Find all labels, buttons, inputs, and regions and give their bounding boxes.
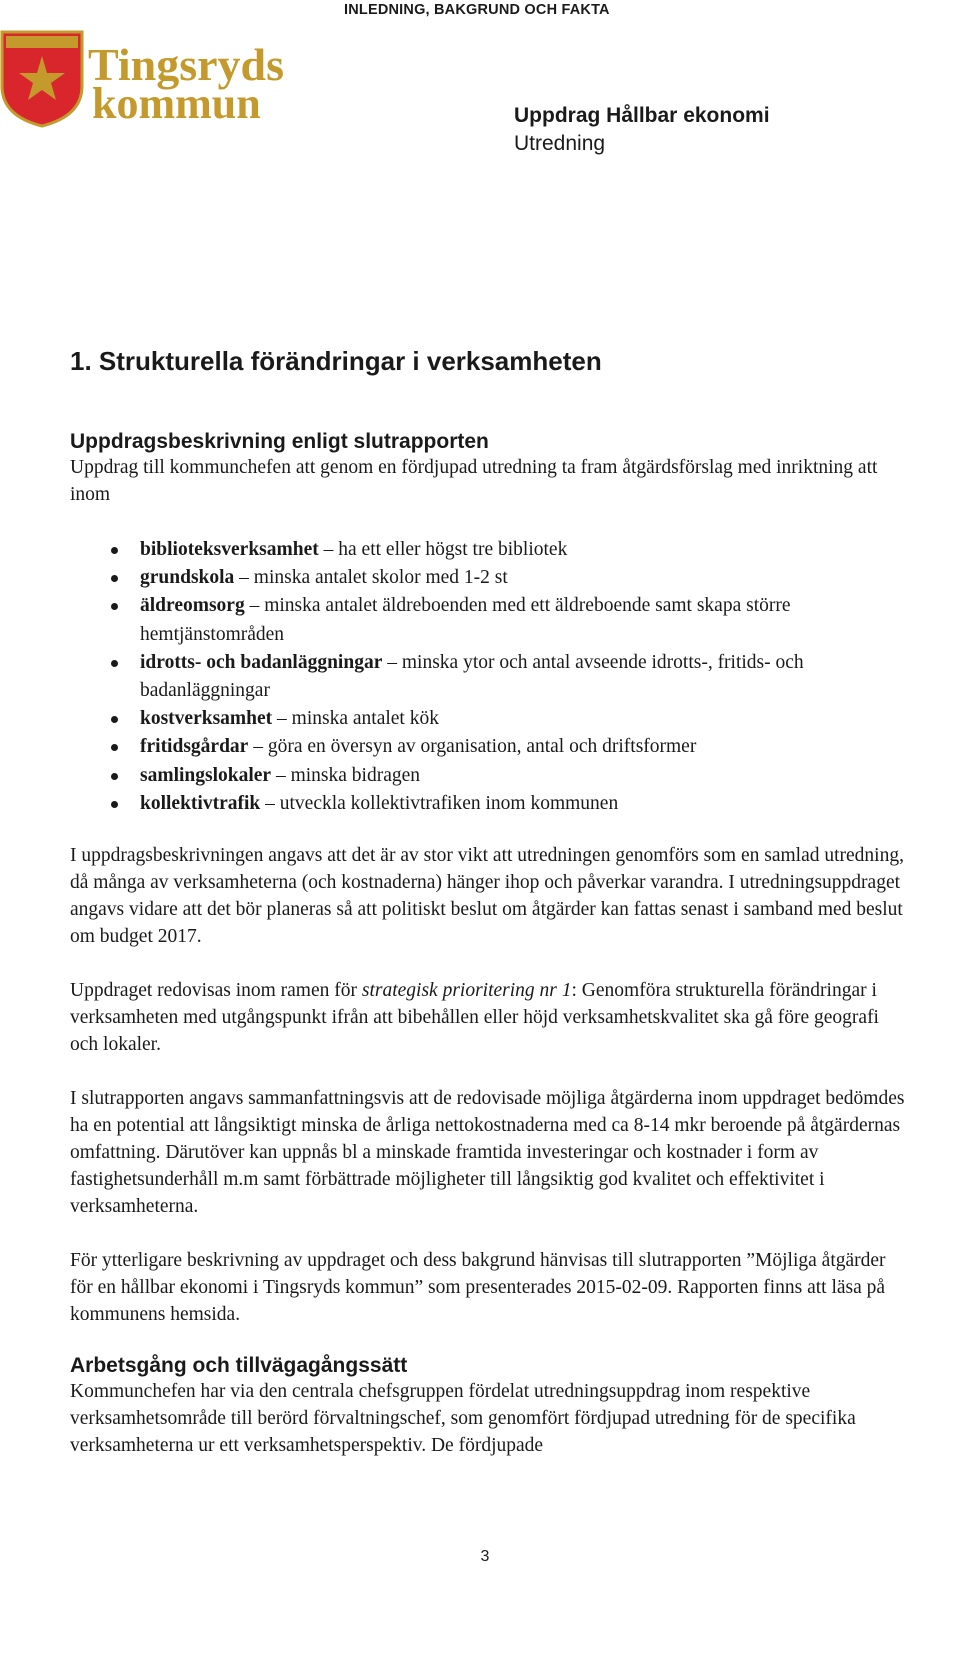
main-content	[70, 344, 910, 1459]
list-item-term: grundskola	[140, 567, 235, 589]
paragraph-summary: I slutrapporten angavs sammanfattningsvis att de redovisade möjliga åtgärderna inom uppdraget bedömdes ha en potential att långsiktigt minska de årliga nettokostnaderna med ca 8-14 mkr beroende på åtgärdernas omfattning. Därutöver kan uppnås bl a minskade framtida investeringar och kostnader i form av fastighetsunderhåll m.m samt förbättrade möjligheter till långsiktig god kvalitet och effektivitet i verksamheterna.	[70, 1088, 905, 1218]
logo-wordmark-line2: kommun	[92, 79, 261, 128]
page-number: 3	[480, 1548, 490, 1565]
list-item-desc: utveckla kollektivtrafiken inom kommunen	[279, 792, 619, 814]
list-item	[70, 649, 910, 705]
document-title: Uppdrag Hållbar ekonomi	[514, 104, 770, 127]
list-item	[70, 790, 910, 818]
paragraph-reference: För ytterligare beskrivning av uppdraget och dess bakgrund hänvisas till slutrapporten ”Möjliga åtgärder för en hållbar ekonomi i Tingsryds kommun” som presenterades 2015-02-09. Rapporten finns att läsa på kommunens hemsida.	[70, 1250, 886, 1326]
list-item	[70, 705, 910, 733]
list-item-separator: –	[253, 736, 263, 758]
paragraph-priority-emphasis: strategisk prioritering nr 1	[361, 980, 572, 1002]
list-item-separator: –	[249, 595, 260, 617]
paragraph-priority-after: : Genomföra strukturella förändringar i verksamheten med utgångspunkt ifrån att bibehållen eller höjd verksamhetskvalitet ska gå före geografi och lokaler.	[70, 980, 879, 1056]
logo-wordmark-line1: Tingsryds	[88, 39, 285, 90]
list-item-separator: –	[275, 764, 286, 786]
list-item	[70, 536, 910, 564]
list-item	[70, 564, 910, 592]
list-item-term: biblioteksverksamhet	[140, 539, 319, 560]
list-item-desc: göra en översyn av organisation, antal och driftsformer	[267, 736, 697, 758]
list-item-desc: ha ett eller högst tre bibliotek	[338, 539, 568, 560]
paragraph-priority-before: Uppdraget redovisas inom ramen för	[70, 980, 362, 1002]
list-item-desc: minska ytor och antal avseende idrotts-, fritids- och badanläggningar	[140, 651, 804, 702]
paragraph-priority	[70, 977, 910, 1058]
task-list	[70, 536, 910, 818]
list-item-desc: minska antalet skolor med 1-2 st	[253, 567, 508, 589]
method-subheading: Arbetsgång och tillvägagångssätt	[70, 1354, 408, 1378]
section-heading: 1. Strukturella förändringar i verksamheten	[70, 346, 602, 376]
list-item-separator: –	[265, 792, 275, 814]
list-item-term: kollektivtrafik	[140, 792, 261, 814]
list-item-term: samlingslokaler	[140, 764, 272, 786]
list-item-separator: –	[239, 567, 249, 589]
municipality-logo	[0, 30, 330, 130]
assignment-intro: Uppdrag till kommunchefen att genom en fördjupad utredning ta fram åtgärdsförslag med inriktning att inom	[70, 457, 878, 505]
paragraph-method: Kommunchefen har via den centrala chefsgruppen fördelat utredningsuppdrag inom respektive verksamhetsområde till berörd förvaltningschef, som genomfört fördjupad utredning för de specifika verksamheterna ur ett verksamhetsperspektiv. De fördjupade	[70, 1381, 856, 1457]
assignment-subheading: Uppdragsbeskrivning enligt slutrapporten	[70, 430, 489, 453]
list-item-term: kostverksamhet	[140, 708, 273, 730]
paragraph-importance: I uppdragsbeskrivningen angavs att det är av stor vikt att utredningen genomförs som en samlad utredning, då många av verksamheterna (och kostnaderna) hänger ihop och påverkar varandra. I utredningsuppdraget angavs vidare att det bör planeras så att politiskt beslut om åtgärder kan fattas senast i samband med beslut om budget 2017.	[70, 845, 904, 948]
list-item-desc: minska bidragen	[290, 764, 421, 786]
list-item-term: äldreomsorg	[140, 595, 245, 617]
list-item	[70, 762, 910, 790]
list-item-desc: minska antalet äldreboenden med ett äldreboende samt skapa större hemtjänstområden	[140, 595, 791, 645]
running-header: INLEDNING, BAKGRUND OCH FAKTA	[344, 2, 610, 18]
list-item-separator: –	[323, 539, 334, 560]
list-item-separator: –	[277, 708, 287, 730]
logo-crown-band	[6, 36, 78, 48]
list-item	[70, 592, 910, 648]
list-item-term: idrotts- och badanläggningar	[140, 651, 383, 673]
list-item-desc: minska antalet kök	[291, 708, 439, 730]
document-subtitle: Utredning	[514, 132, 606, 155]
logo-graphic	[0, 30, 330, 130]
list-item-term: fritidsgårdar	[140, 736, 249, 758]
list-item-separator: –	[387, 651, 397, 673]
list-item	[70, 733, 910, 761]
